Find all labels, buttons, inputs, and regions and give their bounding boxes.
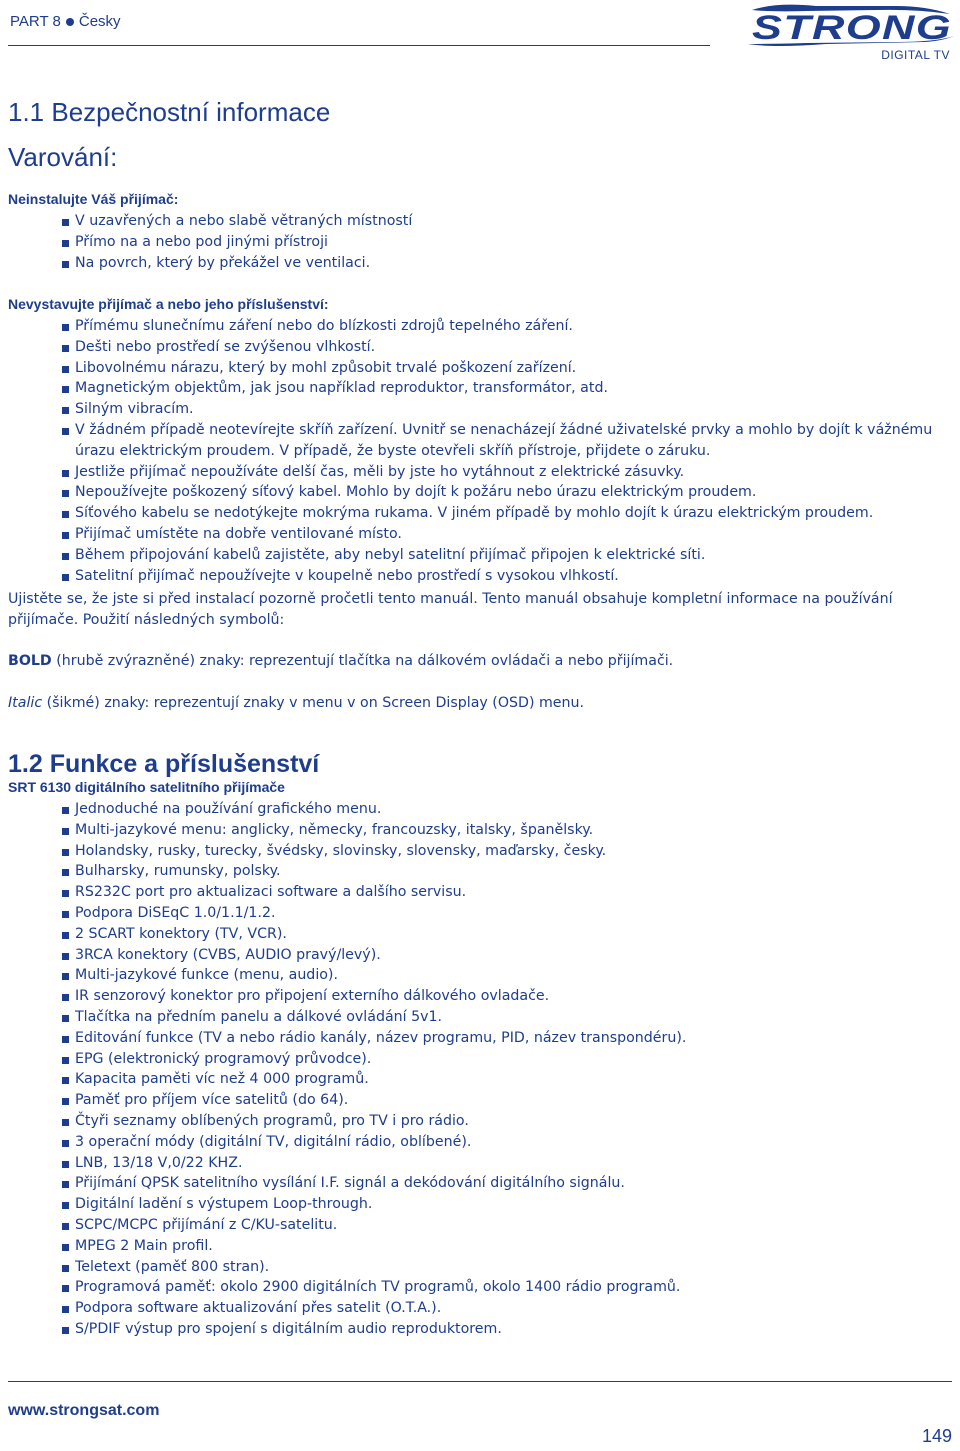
list-item: V žádném případě neotevírejte skříň zařízení. Uvnitř se nenacházejí žádné uživatelské prvky a mohlo by dojít k vážnému úrazu elektrickým proudem. V případě, že byste otevřeli skříň přístroje, přijdete o záruku. [62,420,942,462]
bullet-dot-icon [66,18,74,26]
features-title: 1.2 Funkce a příslušenství [8,750,320,778]
italic-symbol-note [8,693,908,714]
list-item: Přijímání QPSK satelitního vysílání I.F. signál a dekódování digitálního signálu. [62,1173,686,1194]
list-item: IR senzorový konektor pro připojení externího dálkového ovladače. [62,986,686,1007]
list-item: Digitální ladění s výstupem Loop-through. [62,1194,686,1215]
install-list [62,211,412,273]
list-item: Přímo na a nebo pod jinými přístroji [62,232,412,253]
list-item: Satelitní přijímač nepoužívejte v koupelně nebo prostředí s vysokou vlhkostí. [62,566,942,587]
bold-symbol-note [8,651,908,672]
list-item: Během připojování kabelů zajistěte, aby nebyl satelitní přijímač připojen k elektrické síti. [62,545,942,566]
list-item: Na povrch, který by překážel ve ventilaci. [62,253,412,274]
list-item: Jednoduché na používání grafického menu. [62,799,686,820]
page-number: 149 [921,1426,952,1446]
italic-term: Italic [8,695,43,711]
list-item: Kapacita paměti víc než 4 000 programů. [62,1069,686,1090]
list-item: Síťového kabelu se nedotýkejte mokrýma rukama. V jiném případě by mohlo dojít k úrazu elektrickým proudem. [62,503,942,524]
list-item: Multi-jazykové menu: anglicky, německy, francouzsky, italsky, španělsky. [62,820,686,841]
list-item: Podpora software aktualizování přes satelit (O.T.A.). [62,1298,686,1319]
language-label: Česky [78,13,121,30]
list-item: Editování funkce (TV a nebo rádio kanály, název programu, PID, název transpondéru). [62,1028,686,1049]
list-item: SCPC/MCPC přijímání z C/KU-satelitu. [62,1215,686,1236]
list-item: Multi-jazykové funkce (menu, audio). [62,965,686,986]
list-item: Podpora DiSEqC 1.0/1.1/1.2. [62,903,686,924]
list-item: Programová paměť: okolo 2900 digitálních TV programů, okolo 1400 rádio programů. [62,1277,686,1298]
expose-list [62,316,942,586]
italic-desc: (šikmé) znaky: reprezentují znaky v menu v on Screen Display (OSD) menu. [42,695,585,711]
manual-note: Ujistěte se, že jste si před instalací pozorně pročetli tento manuál. Tento manuál obsahuje kompletní informace na používání přijímače. Použití následných symbolů: [8,591,893,628]
header-divider [8,45,710,46]
strong-logo [746,2,958,48]
list-item: S/PDIF výstup pro spojení s digitálním audio reproduktorem. [62,1319,686,1340]
list-item: Jestliže přijímač nepoužíváte delší čas, měli by jste ho vytáhnout z elektrické zásuvky. [62,462,942,483]
brand-subtitle: DIGITAL TV [881,48,950,62]
install-lead: Neinstalujte Váš přijímač: [8,191,179,207]
list-item: Dešti nebo prostředí se zvýšenou vlhkostí. [62,337,942,358]
footer-url-link[interactable]: www.strongsat.com [8,1402,160,1419]
brand-wordmark: STRONG [752,9,952,47]
list-item: Tlačítka na předním panelu a dálkové ovládání 5v1. [62,1007,686,1028]
list-item: Holandsky, rusky, turecky, švédsky, slovinsky, slovensky, maďarsky, česky. [62,841,686,862]
list-item: Magnetickým objektům, jak jsou například reproduktor, transformátor, atd. [62,378,942,399]
list-item: RS232C port pro aktualizaci software a dalšího servisu. [62,882,686,903]
list-item: Přímému slunečnímu záření nebo do blízkosti zdrojů tepelného záření. [62,316,942,337]
list-item: EPG (elektronický programový průvodce). [62,1049,686,1070]
list-item: Bulharsky, rumunsky, polsky. [62,861,686,882]
footer-divider [8,1381,952,1382]
features-list [62,799,686,1340]
list-item: LNB, 13/18 V,0/22 KHZ. [62,1153,686,1174]
part-label: PART 8 [10,13,61,30]
bold-desc: (hrubě zvýrazněné) znaky: reprezentují tlačítka na dálkovém ovládači a nebo přijímači. [51,653,674,669]
list-item: Přijímač umístěte na dobře ventilované místo. [62,524,942,545]
list-item: MPEG 2 Main profil. [62,1236,686,1257]
list-item: V uzavřených a nebo slabě větraných místností [62,211,412,232]
list-item: 3 operační módy (digitální TV, digitální rádio, oblíbené). [62,1132,686,1153]
features-lead: SRT 6130 digitálního satelitního přijímače [8,779,285,795]
section-title: 1.1 Bezpečnostní informace [8,97,331,127]
page-header-section [10,13,121,30]
list-item: 3RCA konektory (CVBS, AUDIO pravý/levý). [62,945,686,966]
warning-heading: Varování: [8,142,118,172]
list-item: Teletext (paměť 800 stran). [62,1257,686,1278]
list-item: Paměť pro příjem více satelitů (do 64). [62,1090,686,1111]
list-item: Silným vibracím. [62,399,942,420]
list-item: Čtyři seznamy oblíbených programů, pro TV i pro rádio. [62,1111,686,1132]
list-item: 2 SCART konektory (TV, VCR). [62,924,686,945]
bold-term: BOLD [8,653,52,669]
list-item: Libovolnému nárazu, který by mohl způsobit trvalé poškození zařízení. [62,358,942,379]
expose-lead: Nevystavujte přijímač a nebo jeho příslušenství: [8,296,329,312]
list-item: Nepoužívejte poškozený síťový kabel. Mohlo by dojít k požáru nebo úrazu elektrickým proudem. [62,482,942,503]
